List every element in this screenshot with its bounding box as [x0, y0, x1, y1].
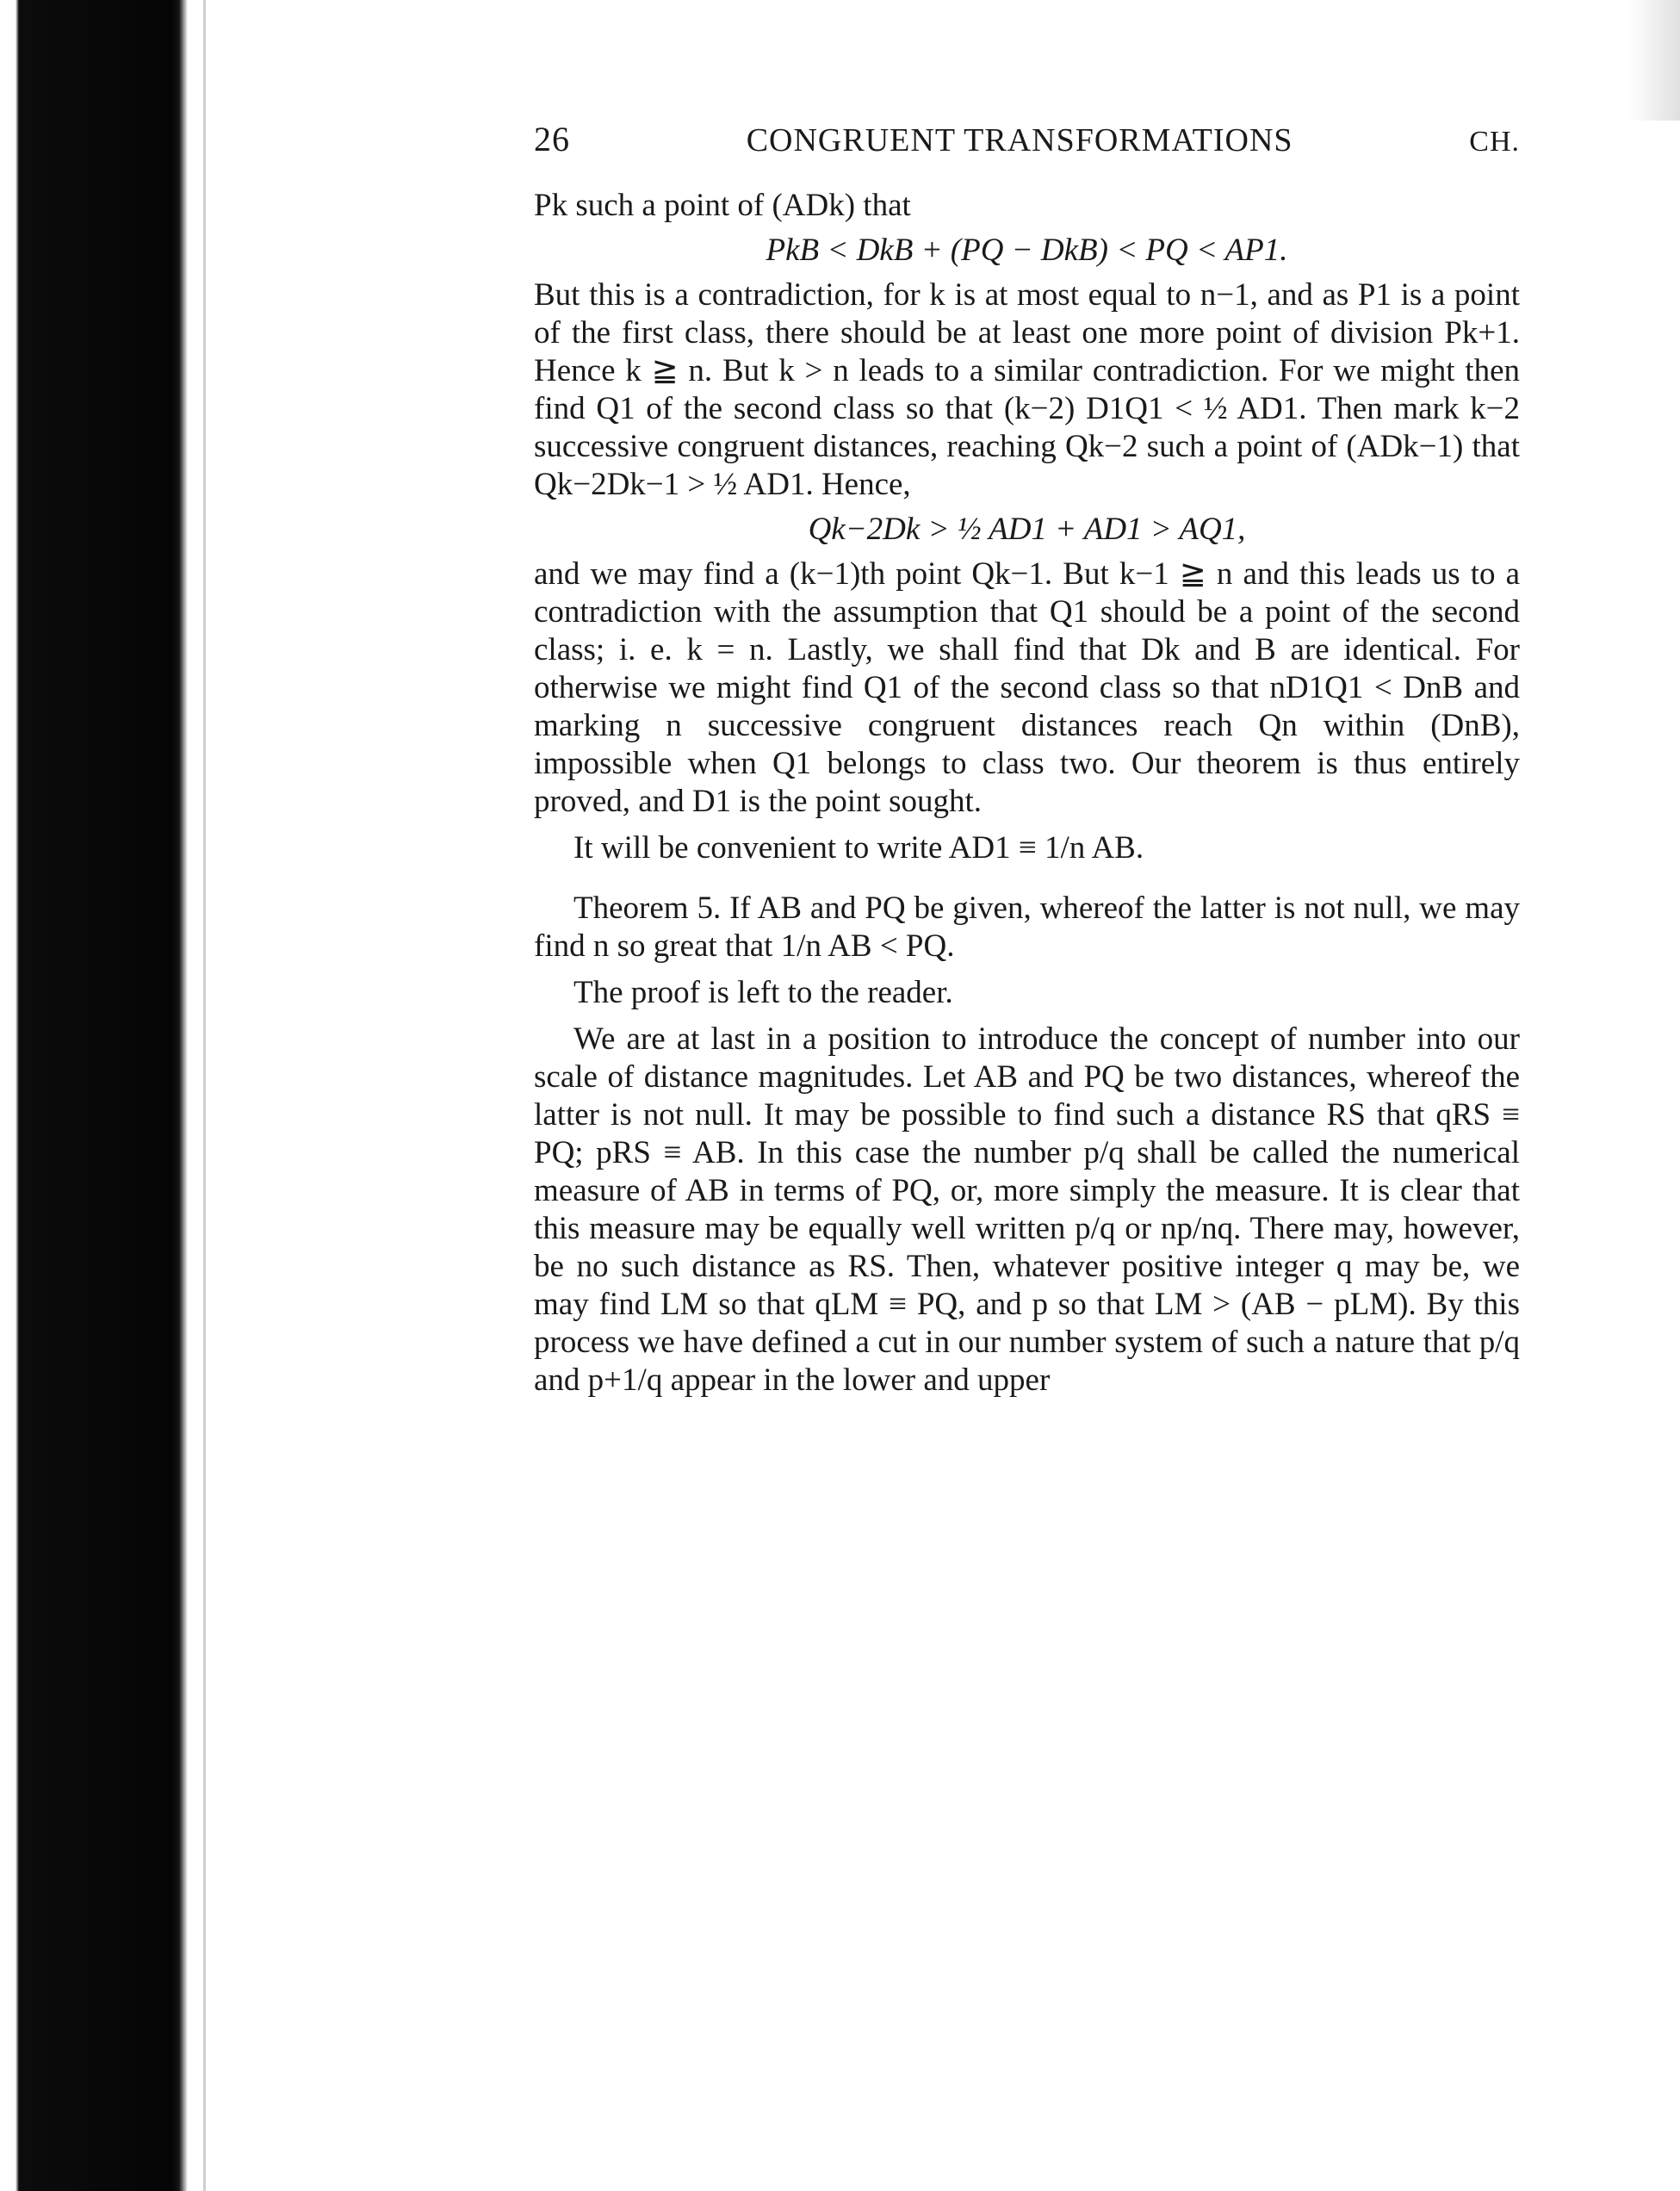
theorem-5: Theorem 5. If AB and PQ be given, whereof the latter is not null, we may find n so great that 1/n AB < PQ.: [534, 891, 1520, 964]
paragraph-3: and we may find a (k−1)th point Qk−1. But k−1 ≧ n and this leads us to a contradiction with the assumption that Q1 should be a point of the second class; i. e. k = n. Lastly, we shall find that Dk and B are identical. For otherwise we might find Q1 of the second class so that nD1Q1 < DnB and marking n successive congruent distances reach Qn within (DnB), impossible when Q1 belongs to class two. Our theorem is thus entirely proved, and D1 is the point sought.: [534, 556, 1520, 819]
running-header: [534, 121, 1520, 161]
paragraph-1: Pk such a point of (ADk) that: [534, 188, 911, 223]
book-page: [534, 121, 1520, 1400]
paragraph-2: But this is a contradiction, for k is at most equal to n−1, and as P1 is a point of the first class, there should be at least one more point of division Pk+1. Hence k ≧ n. But k > n leads to a similar contradiction. For we might then find Q1 of the second class so that (k−2) D1Q1 < ½ AD1. Then mark k−2 successive congruent distances, reaching Qk−2 such a point of (ADk−1) that Qk−2Dk−1 > ½ AD1. Hence,: [534, 277, 1520, 502]
book-binding-shadow: [0, 0, 189, 2191]
page-corner-shadow: [1628, 0, 1680, 121]
paragraph-7: We are at last in a position to introduce the concept of number into our scale of distance magnitudes. Let AB and PQ be two distances, whereof the latter is not null. It may be possible to find such a distance RS that qRS ≡ PQ; pRS ≡ AB. In this case the number p/q shall be called the numerical measure of AB in terms of PQ, or, more simply the measure. It is clear that this measure may be equally well written p/q or np/nq. There may, however, be no such distance as RS. Then, whatever positive integer q may be, we may find LM so that qLM ≡ PQ, and p so that LM > (AB − pLM). By this process we have defined a cut in our number system of such a nature that p/q and p+1/q appear in the lower and upper: [534, 1021, 1520, 1398]
page-edge: [203, 0, 206, 2191]
equation-1: PkB < DkB + (PQ − DkB) < PQ < AP1.: [766, 233, 1288, 268]
page-number: 26: [534, 120, 570, 158]
running-title: CONGRUENT TRANSFORMATIONS: [746, 122, 1293, 158]
paragraph-4: It will be convenient to write AD1 ≡ 1/n AB.: [573, 830, 1144, 866]
chapter-mark: CH.: [1469, 126, 1520, 158]
paragraph-6: The proof is left to the reader.: [573, 975, 953, 1010]
equation-2: Qk−2Dk > ½ AD1 + AD1 > AQ1,: [808, 512, 1246, 547]
